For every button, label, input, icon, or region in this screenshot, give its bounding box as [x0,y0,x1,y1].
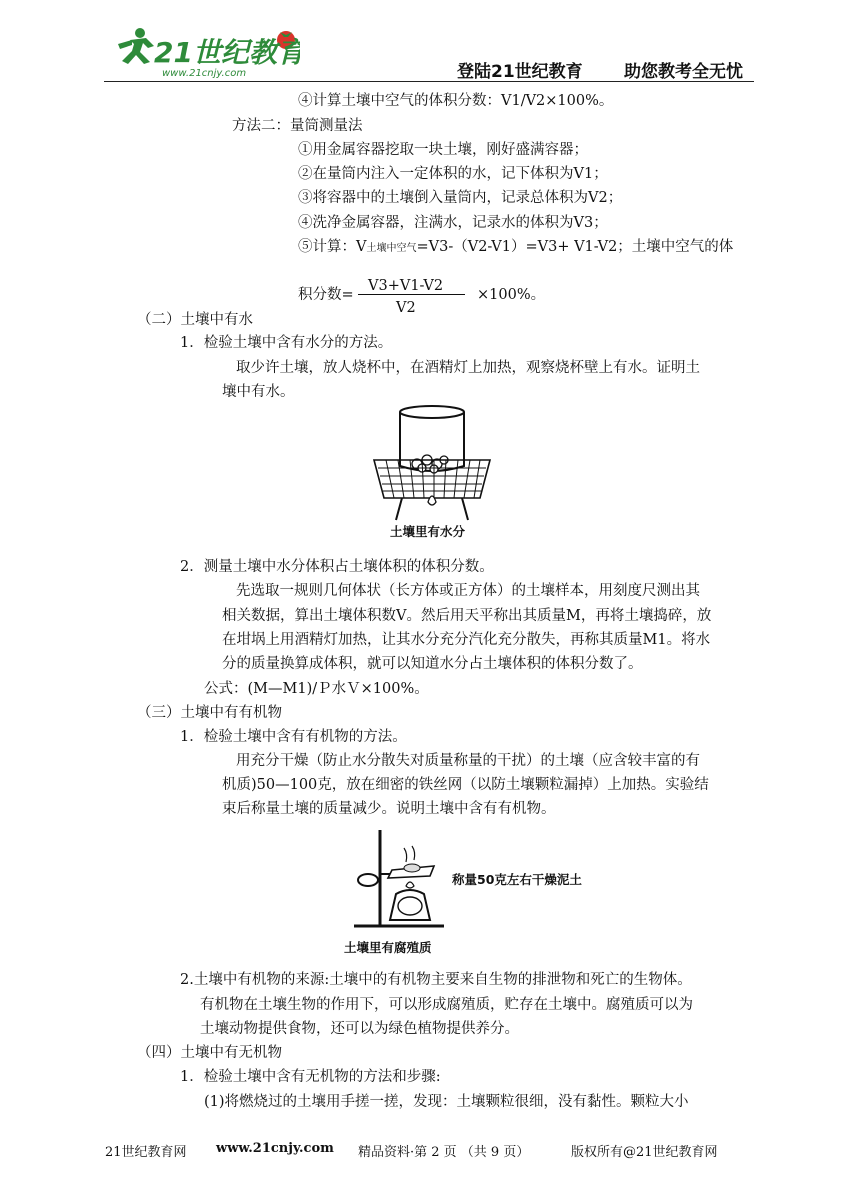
formula-prefix: 积分数= [298,287,354,303]
paragraph-line: 2.土壤中有机物的来源:土壤中的有机物主要来自生物的排泄物和死亡的生物体。 [180,972,692,988]
header-slogan-left: 登陆21世纪教育 [457,62,583,82]
subsection-heading: 1．检验土壤中含有水分的方法。 [180,335,393,351]
paragraph-line: 分的质量换算成体积，就可以知道水分占土壤体积的体积分数了。 [222,656,643,672]
paragraph-line: 用充分干燥（防止水分散失对质量称量的干扰）的土壤（应含较丰富的有 [236,753,700,769]
text-line [298,237,733,259]
text-line: ④洗净金属容器，注满水，记录水的体积为V3； [298,215,608,231]
formula-suffix: ×100%。 [477,287,546,303]
figure-label: 称量50克左右干燥泥土 [452,872,582,887]
paragraph-line: 相关数据，算出土壤体积数V。然后用天平称出其质量M，再将土壤捣碎，放 [222,608,712,624]
header-slogan-right: 助您教考全无忧 [624,62,743,82]
figure-caption: 土壤里有腐殖质 [344,940,432,955]
calc-subscript: 土壤中空气 [366,243,417,254]
text-line: ④计算土壤中空气的体积分数：V1/V2×100%。 [298,93,614,109]
calc-rest: =V3-（V2-V1）=V3+ V1-V2；土壤中空气的体 [416,239,734,255]
figure-beaker-heating [372,402,492,542]
section-heading: （二）土壤中有水 [137,312,253,328]
section-heading: （四）土壤中有无机物 [137,1045,282,1061]
paragraph-line: 土壤动物提供食物，还可以为绿色植物提供养分。 [200,1021,519,1037]
paragraph-line: 先选取一规则几何体状（长方体或正方体）的土壤样本，用刻度尺测出其 [236,583,700,599]
paragraph-line: 有机物在土壤生物的作用下，可以形成腐殖质，贮存在土壤中。腐殖质可以为 [200,997,693,1013]
footer-site: 21世纪教育网 [105,1145,187,1160]
footer-copyright: 版权所有@21世纪教育网 [571,1145,718,1160]
formula-line: 公式：(M—M1)/Ｐ水Ｖ×100%。 [204,681,429,697]
formula-numerator: V3+V1-V2 [368,278,444,294]
text-line: ①用金属容器挖取一块土壤，刚好盛满容器； [298,142,588,158]
paragraph-line: 机质)50—100克，放在细密的铁丝网（以防土壤颗粒漏掉）上加热。实验结 [222,777,709,793]
fraction-bar [358,294,465,295]
logo-text: 21世纪教育 [154,36,300,69]
section-heading: （三）土壤中有有机物 [137,705,282,721]
figure-caption: 土壤里有水分 [390,524,466,539]
paragraph-line: 在坩埚上用酒精灯加热，让其水分充分汽化充分散失，再称其质量M1。将水 [222,632,711,648]
text-line: ③将容器中的土壤倒入量筒内，记录总体积为V2； [298,190,623,206]
calc-prefix: ⑤计算：V [298,239,367,255]
subsection-heading: 2．测量土壤中水分体积占土壤体积的体积分数。 [180,559,494,575]
paragraph-line: 束后称量土壤的质量减少。说明土壤中含有有机物。 [222,801,556,817]
logo-url: www.21cnjy.com [162,68,247,79]
paragraph-line: (1)将燃烧过的土壤用手搓一搓，发现：土壤颗粒很细，没有黏性。颗粒大小 [204,1094,689,1110]
site-logo [110,24,300,82]
subsection-heading: 1．检验土壤中含有有机物的方法。 [180,729,407,745]
subsection-heading: 1．检验土壤中含有无机物的方法和步骤: [180,1069,441,1085]
paragraph-line: 壤中有水。 [222,384,295,400]
figure-soil-heating [344,826,604,956]
footer-url[interactable]: www.21cnjy.com [216,1141,334,1156]
text-line: 方法二：量筒测量法 [232,118,363,134]
formula-denominator: V2 [396,300,416,316]
runner-icon [118,28,154,64]
text-line: ②在量筒内注入一定体积的水，记下体积为V1； [298,166,608,182]
footer-page-info: 精品资料·第 2 页 （共 9 页） [358,1145,530,1160]
header-divider [104,81,754,82]
paragraph-line: 取少许土壤，放人烧杯中，在酒精灯上加热，观察烧杯壁上有水。证明土 [236,360,700,376]
